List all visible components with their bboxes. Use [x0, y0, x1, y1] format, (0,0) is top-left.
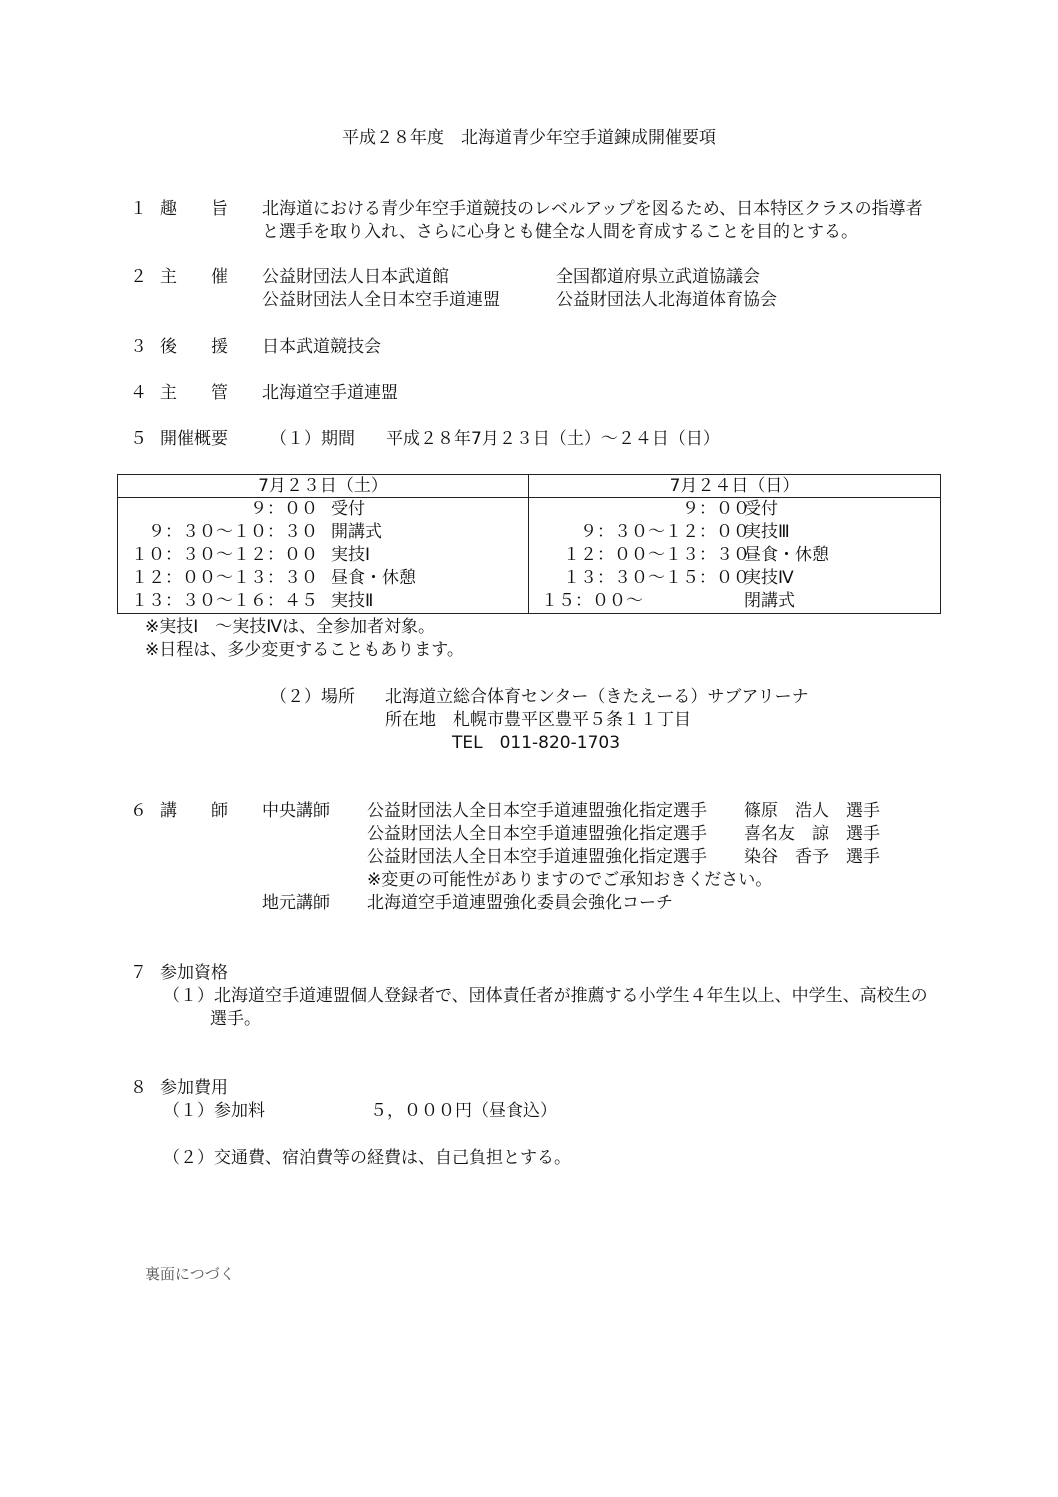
schedule-item: 閉講式: [744, 591, 795, 611]
schedule-item: 実技Ⅰ: [331, 545, 371, 565]
local-instructor-value: 北海道空手道連盟強化委員会強化コーチ: [367, 893, 673, 913]
schedule-time: ９：３０～１０：３０: [148, 522, 318, 542]
schedule-time: ９：３０～１２：００: [580, 522, 750, 542]
schedule-day2-cell: [529, 498, 941, 614]
schedule-row: [529, 544, 940, 567]
organizer-3: 公益財団法人全日本空手道連盟: [262, 290, 500, 310]
organizer-4: 公益財団法人北海道体育協会: [556, 290, 777, 310]
local-instructor-label: 地元講師: [262, 893, 330, 913]
schedule-day1-header: 7月２３日（土）: [118, 475, 529, 498]
schedule-day2-header: 7月２４日（日）: [529, 475, 941, 498]
schedule-item: 昼食・休憩: [744, 545, 829, 565]
eligibility-line1: （１）北海道空手道連盟個人登録者で、団体責任者が推薦する小学生４年生以上、中学生、高校生の: [163, 986, 928, 1006]
schedule-item: 受付: [744, 499, 778, 519]
instructor-name: 篠原 浩人: [744, 801, 829, 821]
schedule-item: 実技Ⅲ: [744, 522, 790, 542]
organizer-1: 公益財団法人日本武道館: [262, 267, 449, 287]
expenses-note: （２）交通費、宿泊費等の経費は、自己負担とする。: [163, 1148, 571, 1168]
schedule-time: １３：３０～１５：００: [563, 568, 750, 588]
section-1-text-line1: 北海道における青少年空手道競技のレベルアップを図るため、日本特区クラスの指導者: [262, 199, 923, 219]
section-2-number: ２: [130, 267, 147, 287]
place-value: 北海道立総合体育センター（きたえーる）サブアリーナ: [385, 687, 809, 707]
schedule-day1-cell: [118, 498, 529, 614]
section-2-label: 主 催: [160, 267, 228, 287]
section-3-number: ３: [130, 337, 147, 357]
schedule-row: [118, 567, 528, 590]
schedule-note-1: ※実技Ⅰ ～実技Ⅳは、全参加者対象。: [145, 617, 435, 637]
schedule-row: [118, 544, 528, 567]
section-1-text-line2: と選手を取り入れ、さらに心身とも健全な人間を育成することを目的とする。: [262, 222, 859, 242]
schedule-row: [118, 521, 528, 544]
place-tel: TEL 011-820-1703: [452, 733, 621, 753]
schedule-row: [118, 498, 528, 521]
section-3-label: 後 援: [160, 337, 228, 357]
instructor-name: 喜名友 諒: [744, 824, 829, 844]
schedule-time: ９：００: [250, 499, 318, 519]
schedule-table: [117, 474, 941, 614]
schedule-row: [118, 590, 528, 613]
schedule-row: [529, 567, 940, 590]
schedule-time: １２：００～１３：３０: [563, 545, 750, 565]
section-4-number: ４: [130, 383, 147, 403]
schedule-item: 開講式: [331, 522, 382, 542]
schedule-row: [529, 521, 940, 544]
section-8-number: ８: [130, 1078, 147, 1098]
instructor-note: ※変更の可能性がありますのでご承知おきください。: [367, 870, 773, 890]
instructor-role: 選手: [846, 824, 880, 844]
eligibility-line2: 選手。: [210, 1009, 261, 1029]
place-label: （２）場所: [270, 687, 355, 707]
fee-value: ５，０００円（昼食込）: [370, 1101, 557, 1121]
supervisor: 北海道空手道連盟: [262, 383, 398, 403]
schedule-item: 昼食・休憩: [331, 568, 416, 588]
schedule-item: 実技Ⅱ: [331, 591, 374, 611]
schedule-item: 実技Ⅳ: [744, 568, 794, 588]
section-1-number: １: [130, 199, 147, 219]
schedule-time: １０：３０～１２：００: [131, 545, 318, 565]
section-1-label: 趣 旨: [160, 199, 228, 219]
section-6-number: ６: [130, 801, 147, 821]
organizer-2: 全国都道府県立武道協議会: [556, 267, 760, 287]
period-value: 平成２８年7月２３日（土）～２４日（日）: [386, 429, 720, 449]
instructor-role: 選手: [846, 847, 880, 867]
schedule-row: [529, 498, 940, 521]
instructor-org: 公益財団法人全日本空手道連盟強化指定選手: [367, 847, 707, 867]
section-7-label: 参加資格: [160, 963, 228, 983]
place-address: 所在地 札幌市豊平区豊平５条１１丁目: [385, 710, 691, 730]
schedule-item: 受付: [331, 499, 365, 519]
instructor-name: 染谷 香予: [744, 847, 829, 867]
central-instructor-label: 中央講師: [262, 801, 330, 821]
instructor-org: 公益財団法人全日本空手道連盟強化指定選手: [367, 824, 707, 844]
schedule-time: １２：００～１３：３０: [131, 568, 318, 588]
schedule-note-2: ※日程は、多少変更することもあります。: [145, 640, 464, 660]
section-5-label: 開催概要: [160, 429, 228, 449]
schedule-time: ９：００: [682, 499, 750, 519]
page-title: 平成２８年度 北海道青少年空手道錬成開催要項: [342, 128, 716, 148]
instructor-org: 公益財団法人全日本空手道連盟強化指定選手: [367, 801, 707, 821]
section-7-number: ７: [130, 963, 147, 983]
section-8-label: 参加費用: [160, 1078, 228, 1098]
fee-label: （１）参加料: [163, 1101, 265, 1121]
schedule-time: １５：００～: [541, 591, 643, 611]
period-label: （１）期間: [270, 429, 355, 449]
section-6-label: 講 師: [160, 801, 228, 821]
schedule-row: [529, 590, 940, 613]
continued-note: 裏面につづく: [145, 1265, 235, 1283]
instructor-role: 選手: [846, 801, 880, 821]
schedule-time: １３：３０～１６：４５: [131, 591, 318, 611]
section-4-label: 主 管: [160, 383, 228, 403]
section-5-number: ５: [130, 429, 147, 449]
sponsor: 日本武道競技会: [262, 337, 381, 357]
